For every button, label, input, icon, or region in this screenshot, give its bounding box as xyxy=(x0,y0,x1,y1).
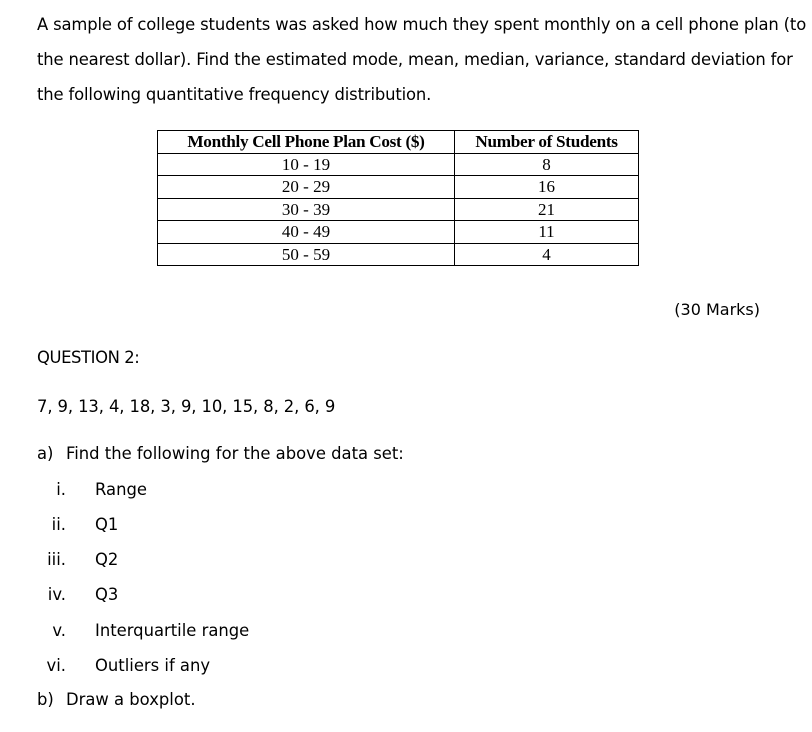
part-b xyxy=(37,690,196,709)
table-cell-cost: 30 - 39 xyxy=(158,198,455,221)
list-item-text: Range xyxy=(95,480,147,499)
part-b-label: b) xyxy=(37,690,54,709)
table-cell-cost: 40 - 49 xyxy=(158,221,455,244)
table-row xyxy=(158,176,639,199)
list-item-text: Q2 xyxy=(95,550,119,569)
list-item-number: vi. xyxy=(46,656,66,675)
list-item-text: Q3 xyxy=(95,585,119,604)
table-cell-count: 4 xyxy=(455,243,639,266)
intro-line: the nearest dollar). Find the estimated mode, mean, median, variance, standard deviation for xyxy=(37,50,793,69)
intro-paragraph xyxy=(37,7,807,112)
list-item-text: Outliers if any xyxy=(95,656,211,675)
list-item-number: i. xyxy=(56,480,66,499)
list-item-number: ii. xyxy=(51,515,66,534)
part-a xyxy=(37,444,404,463)
list-item xyxy=(37,515,337,539)
list-item-number: iii. xyxy=(47,550,66,569)
table-cell-cost: 50 - 59 xyxy=(158,243,455,266)
table-row xyxy=(158,198,639,221)
table-header-cost: Monthly Cell Phone Plan Cost ($) xyxy=(158,131,455,154)
frequency-table xyxy=(157,130,639,266)
table-cell-count: 11 xyxy=(455,221,639,244)
table-header-row xyxy=(158,131,639,154)
table-cell-count: 21 xyxy=(455,198,639,221)
table-header-students: Number of Students xyxy=(455,131,639,154)
table-cell-cost: 20 - 29 xyxy=(158,176,455,199)
marks-label: (30 Marks) xyxy=(674,300,760,319)
list-item-number: v. xyxy=(52,621,66,640)
list-item-text: Q1 xyxy=(95,515,119,534)
list-item xyxy=(37,621,337,645)
table-row xyxy=(158,153,639,176)
part-a-label: a) xyxy=(37,444,54,463)
table-cell-cost: 10 - 19 xyxy=(158,153,455,176)
question-2-title: QUESTION 2: xyxy=(37,348,140,367)
intro-line: A sample of college students was asked how much they spent monthly on a cell phone plan (to xyxy=(37,15,807,34)
part-a-text: Find the following for the above data set: xyxy=(66,444,404,463)
list-item xyxy=(37,480,337,504)
table-cell-count: 16 xyxy=(455,176,639,199)
list-item xyxy=(37,550,337,574)
list-item-text: Interquartile range xyxy=(95,621,250,640)
list-item xyxy=(37,656,337,680)
table-cell-count: 8 xyxy=(455,153,639,176)
list-item-number: iv. xyxy=(47,585,66,604)
part-b-text: Draw a boxplot. xyxy=(66,690,196,709)
table-row xyxy=(158,243,639,266)
list-item xyxy=(37,585,337,609)
table-row xyxy=(158,221,639,244)
intro-line: the following quantitative frequency distribution. xyxy=(37,85,432,104)
dataset-values: 7, 9, 13, 4, 18, 3, 9, 10, 15, 8, 2, 6, 9 xyxy=(37,397,336,416)
